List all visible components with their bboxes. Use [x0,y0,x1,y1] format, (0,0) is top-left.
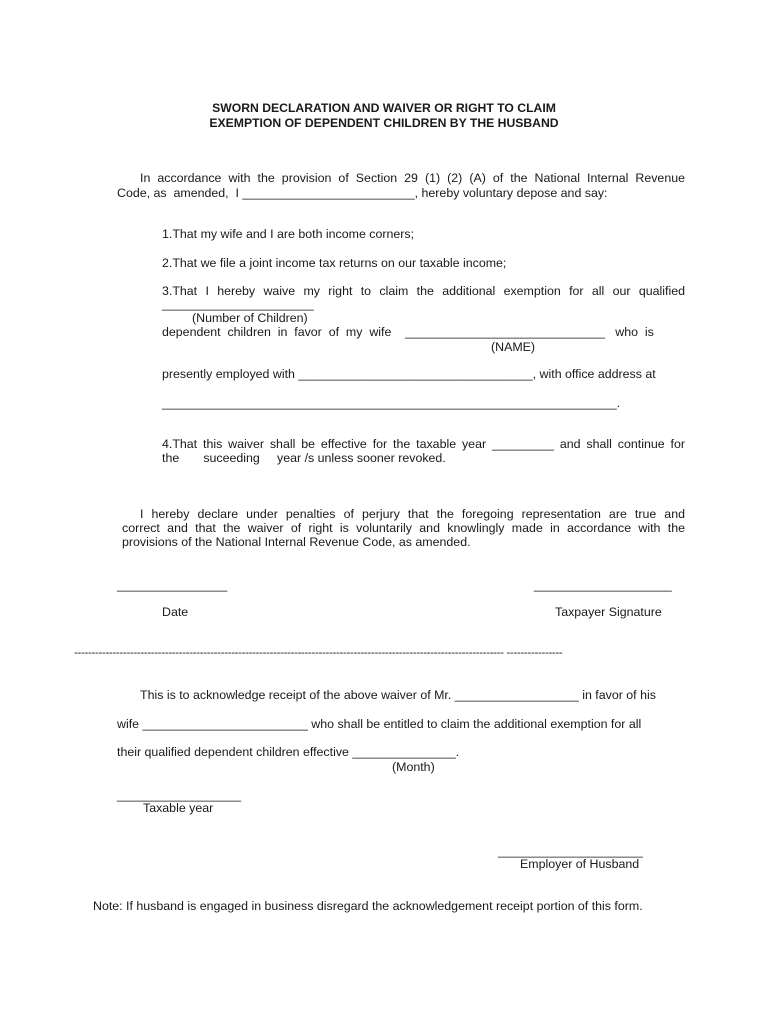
declaration-line-3: provisions of the National Internal Revenue Code, as amended. [122,535,471,549]
office-address-blank: __________________________________________________________________. [162,396,621,410]
item-4-line-2: the suceeding year /s unless sooner revoked. [162,451,446,465]
employer-signature-line: _____________________ [498,844,643,858]
employer-of-husband-label: Employer of Husband [520,857,640,871]
taxpayer-signature-line: ____________________ [534,578,672,592]
acknowledgement-line-3: their qualified dependent children effective _______________. [117,745,460,759]
intro-line-1: In accordance with the provision of Section 29 (1) (2) (A) of the National Internal Revenue [140,171,685,185]
item-3-line-2: dependent children in favor of my wife _____________________________ who is [162,325,654,339]
item-3-line-1: 3.That I hereby waive my right to claim the additional exemption for all our qualified [162,284,685,298]
number-of-children-blank: ______________________ [162,297,314,311]
number-of-children-label: (Number of Children) [192,311,308,325]
taxable-year-label: Taxable year [143,801,214,815]
document-title-line-1: SWORN DECLARATION AND WAIVER OR RIGHT TO CLAIM [212,101,556,115]
item-1: 1.That my wife and I are both income corners; [162,227,415,241]
footer-note: Note: If husband is engaged in business disregard the acknowledgement receipt portion of this form. [93,899,643,913]
acknowledgement-line-2: wife ________________________ who shall be entitled to claim the additional exemption for all [117,717,642,731]
item-2: 2.That we file a joint income tax returns on our taxable income; [162,256,507,270]
cut-separator: --------------------------------------------------------------------------------------------------------------------------- ---------------- [74,647,563,659]
declaration-line-2: correct and that the waiver of right is voluntarily and knowlingly made in accordance with the [122,521,685,535]
month-label: (Month) [392,760,435,774]
taxable-year-line: __________________ [117,788,242,802]
taxpayer-signature-label: Taxpayer Signature [555,605,662,619]
declaration-line-1: I hereby declare under penalties of perjury that the foregoing representation are true and [140,507,685,521]
date-signature-line: ________________ [117,578,228,592]
wife-name-label: (NAME) [491,340,536,354]
item-4-line-1: 4.That this waiver shall be effective for the taxable year _________ and shall continue for [162,437,685,451]
intro-line-2: Code, as amended, I _________________________, hereby voluntary depose and say: [117,186,608,200]
document-title-line-2: EXEMPTION OF DEPENDENT CHILDREN BY THE HUSBAND [209,116,559,130]
item-3-line-3: presently employed with __________________________________, with office address at [162,367,656,381]
date-label: Date [162,605,189,619]
acknowledgement-line-1: This is to acknowledge receipt of the above waiver of Mr. __________________ in favor of his [140,688,656,702]
